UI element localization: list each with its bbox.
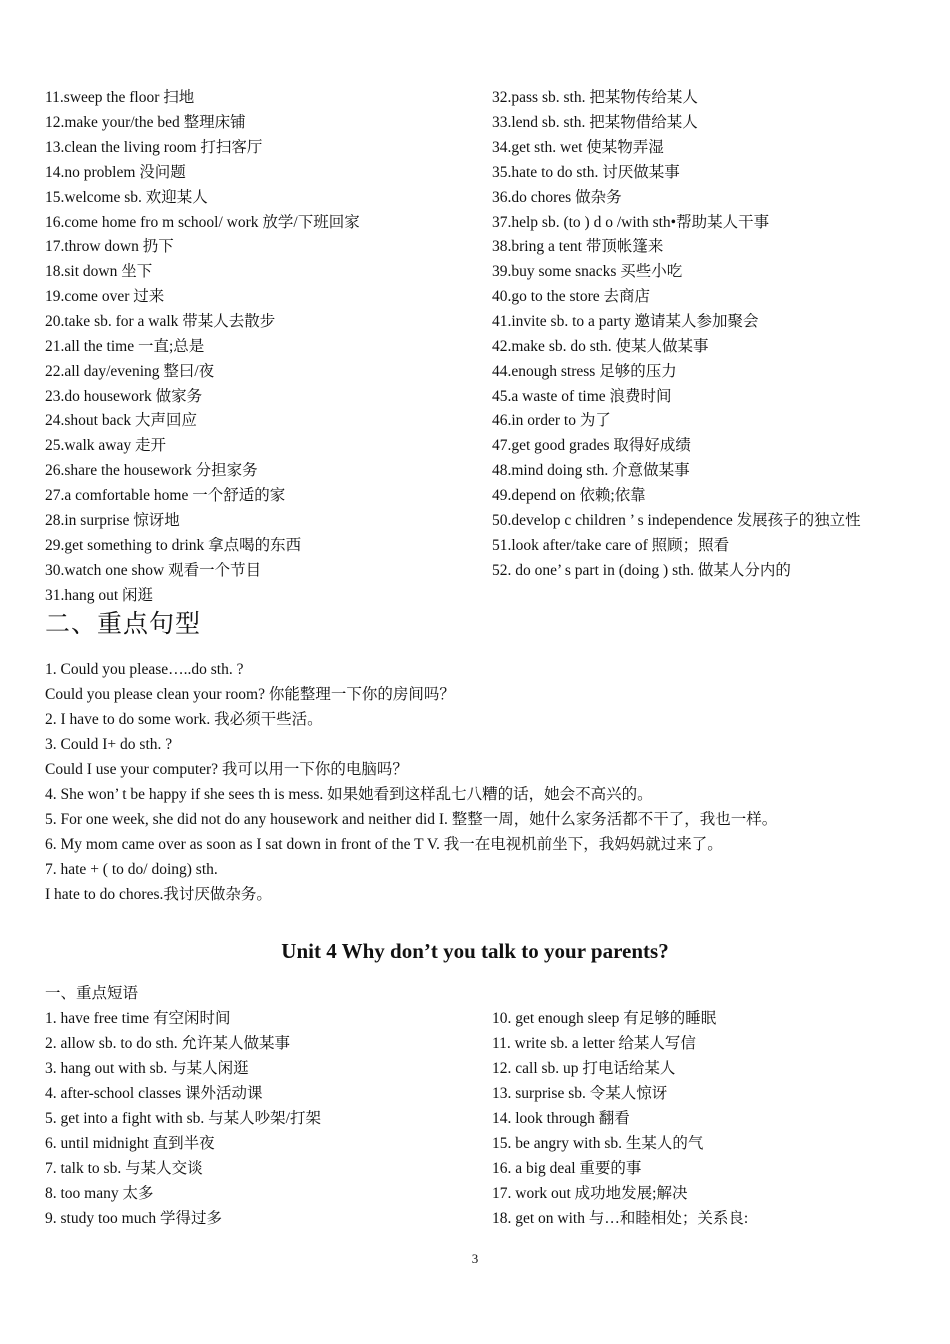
- phrase-item: 37.help sb. (to ) d o /with sth•帮助某人干事: [492, 214, 770, 231]
- phrase-item: 44.enough stress 足够的压力: [492, 363, 677, 380]
- phrase-item: 5. get into a fight with sb. 与某人吵架/打架: [45, 1110, 321, 1127]
- phrase-item: 27.a comfortable home 一个舒适的家: [45, 487, 286, 504]
- phrase-item: 1. have free time 有空闲时间: [45, 1010, 231, 1027]
- phrase-item: 10. get enough sleep 有足够的睡眠: [492, 1010, 717, 1027]
- phrase-item: 12.make your/the bed 整理床铺: [45, 114, 246, 131]
- section-heading: 二、重点句型: [45, 611, 202, 638]
- phrase-item: 8. too many 太多: [45, 1185, 154, 1202]
- phrase-item: 25.walk away 走开: [45, 437, 166, 454]
- phrase-item: 35.hate to do sth. 讨厌做某事: [492, 164, 680, 181]
- sentence-item: I hate to do chores.我讨厌做杂务。: [45, 886, 272, 903]
- phrase-item: 24.shout back 大声回应: [45, 412, 197, 429]
- phrase-item: 38.bring a tent 带顶帐篷来: [492, 238, 664, 255]
- phrase-item: 3. hang out with sb. 与某人闲逛: [45, 1060, 249, 1077]
- sub-heading: 一、重点短语: [45, 985, 139, 1002]
- phrase-item: 32.pass sb. sth. 把某物传给某人: [492, 89, 698, 106]
- sentence-item: 4. She won’ t be happy if she sees th is mess. 如果她看到这样乱七八糟的话，她会不高兴的。: [45, 786, 653, 803]
- phrase-item: 17. work out 成功地发展;解决: [492, 1185, 688, 1202]
- phrase-item: 15.welcome sb. 欢迎某人: [45, 189, 208, 206]
- phrase-item: 48.mind doing sth. 介意做某事: [492, 462, 690, 479]
- phrase-item: 50.develop c children ’ s independence 发展孩子的独立性: [492, 512, 861, 529]
- phrase-item: 21.all the time 一直;总是: [45, 338, 205, 355]
- phrase-item: 14.no problem 没问题: [45, 164, 186, 181]
- phrase-item: 6. until midnight 直到半夜: [45, 1135, 215, 1152]
- phrase-item: 17.throw down 扔下: [45, 238, 174, 255]
- phrase-item: 13.clean the living room 打扫客厅: [45, 139, 263, 156]
- phrase-item: 11. write sb. a letter 给某人写信: [492, 1035, 696, 1052]
- phrase-item: 18.sit down 坐下: [45, 263, 153, 280]
- sentence-item: Could I use your computer? 我可以用一下你的电脑吗？: [45, 761, 408, 778]
- phrase-item: 20.take sb. for a walk 带某人去散步: [45, 313, 276, 330]
- phrase-item: 41.invite sb. to a party 邀请某人参加聚会: [492, 313, 759, 330]
- phrase-item: 26.share the housework 分担家务: [45, 462, 258, 479]
- phrase-item: 47.get good grades 取得好成绩: [492, 437, 691, 454]
- phrase-item: 40.go to the store 去商店: [492, 288, 650, 305]
- phrase-item: 23.do housework 做家务: [45, 388, 203, 405]
- phrase-item: 16.come home fro m school/ work 放学/下班回家: [45, 214, 360, 231]
- phrase-item: 4. after-school classes 课外活动课: [45, 1085, 263, 1102]
- phrase-item: 28.in surprise 惊讶地: [45, 512, 180, 529]
- page-number: 3: [471, 1251, 479, 1266]
- phrase-item: 2. allow sb. to do sth. 允许某人做某事: [45, 1035, 290, 1052]
- phrase-item: 29.get something to drink 拿点喝的东西: [45, 537, 302, 554]
- phrase-item: 13. surprise sb. 令某人惊讶: [492, 1085, 668, 1102]
- sentence-item: 5. For one week, she did not do any housework and neither did I. 整整一周，她什么家务活都不干了，我也一样。: [45, 811, 778, 828]
- phrase-item: 31.hang out 闲逛: [45, 587, 154, 604]
- phrase-item: 42.make sb. do sth. 使某人做某事: [492, 338, 709, 355]
- phrase-item: 36.do chores 做杂务: [492, 189, 622, 206]
- phrase-item: 19.come over 过来: [45, 288, 165, 305]
- phrase-item: 39.buy some snacks 买些小吃: [492, 263, 683, 280]
- unit-title: Unit 4 Why don’t you talk to your parents?: [281, 939, 669, 963]
- phrase-item: 30.watch one show 观看一个节目: [45, 562, 262, 579]
- sentence-item: Could you please clean your room? 你能整理一下你的房间吗？: [45, 686, 455, 703]
- phrase-item: 16. a big deal 重要的事: [492, 1160, 642, 1177]
- phrase-item: 33.lend sb. sth. 把某物借给某人: [492, 114, 698, 131]
- phrase-item: 49.depend on 依赖;依靠: [492, 487, 646, 504]
- phrase-item: 51.look after/take care of 照顾；照看: [492, 537, 730, 554]
- phrase-item: 9. study too much 学得过多: [45, 1210, 222, 1227]
- phrase-item: 45.a waste of time 浪费时间: [492, 388, 672, 405]
- phrase-item: 34.get sth. wet 使某物弄湿: [492, 139, 664, 156]
- phrase-item: 14. look through 翻看: [492, 1110, 630, 1127]
- phrase-item: 46.in order to 为了: [492, 412, 611, 429]
- sentence-item: 2. I have to do some work. 我必须干些活。: [45, 711, 323, 728]
- phrase-item: 22.all day/evening 整曰/夜: [45, 363, 215, 380]
- sentence-item: 3. Could I+ do sth. ?: [45, 736, 173, 753]
- phrase-item: 12. call sb. up 打电话给某人: [492, 1060, 676, 1077]
- phrase-item: 15. be angry with sb. 生某人的气: [492, 1135, 704, 1152]
- sentence-item: 7. hate + ( to do/ doing) sth.: [45, 861, 218, 878]
- phrase-item: 7. talk to sb. 与某人交谈: [45, 1160, 203, 1177]
- phrase-item: 18. get on with 与…和睦相处；关系良:: [492, 1210, 749, 1227]
- phrase-item: 11.sweep the floor 扫地: [45, 89, 195, 106]
- sentence-item: 6. My mom came over as soon as I sat down in front of the T V. 我一在电视机前坐下，我妈妈就过来了。: [45, 836, 723, 853]
- phrase-item: 52. do one’ s part in (doing ) sth. 做某人分内的: [492, 562, 791, 579]
- sentence-item: 1. Could you please…..do sth. ?: [45, 661, 244, 678]
